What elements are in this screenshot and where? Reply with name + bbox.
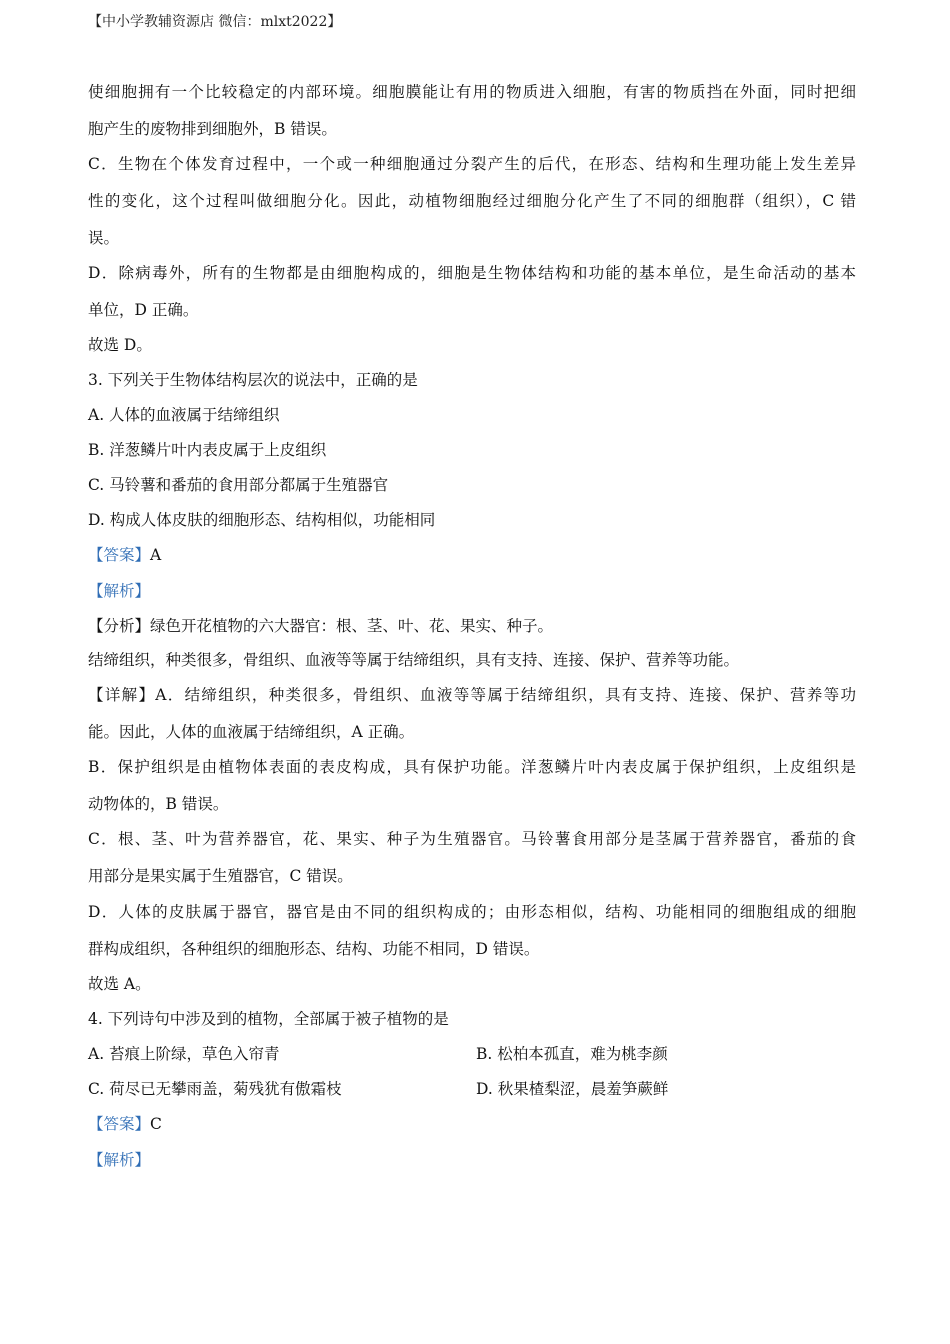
analysis-heading [88,580,150,602]
text-line: 群构成组织，各种组织的细胞形态、结构、功能不相同，D 错误。 [88,940,540,958]
option-3d: D. 构成人体皮肤的细胞形态、结构相似，功能相同 [88,511,436,529]
text-line: 使细胞拥有一个比较稳定的内部环境。细胞膜能让有用的物质进入细胞，有害的物质挡在外面，同时把细 [88,83,856,101]
fenxi-text: 绿色开花植物的六大器官：根、茎、叶、花、果实、种子。 [150,617,554,635]
option-3a: A. 人体的血液属于结缔组织 [88,406,280,424]
text-line: 用部分是果实属于生殖器官，C 错误。 [88,867,353,885]
analysis-tag: 【解析】 [88,1151,151,1169]
analysis-heading [88,1149,150,1171]
text-line: 动物体的，B 错误。 [88,795,229,813]
text-line: D．人体的皮肤属于器官，器官是由不同的组织构成的；由形态相似，结构、功能相同的细胞组成的细胞 [88,903,856,921]
text-line: 误。 [88,229,120,247]
option-4b: B. 松柏本孤直，难为桃李颜 [476,1045,668,1063]
answer-value: C [150,1115,162,1133]
text-line: 单位，D 正确。 [88,301,199,319]
conclusion-line: 故选 A。 [88,975,151,993]
page-header: 【中小学教辅资源店 微信：mlxt2022】 [88,14,342,30]
text-line: 性的变化，这个过程叫做细胞分化。因此，动植物细胞经过细胞分化产生了不同的细胞群（组织），C 错 [88,192,856,210]
text-line: 结缔组织，种类很多，骨组织、血液等等属于结缔组织，具有支持、连接、保护、营养等功能。 [88,651,740,669]
text-line: B．保护组织是由植物体表面的表皮构成，具有保护功能。洋葱鳞片叶内表皮属于保护组织，上皮组织是 [88,758,856,776]
xiangjie-tag: 【详解】 [88,686,156,704]
xiangjie-line [88,684,856,706]
text-line: C．根、茎、叶为营养器官，花、果实、种子为生殖器官。马铃薯食用部分是茎属于营养器官，番茄的食 [88,830,856,848]
question-3: 3. 下列关于生物体结构层次的说法中，正确的是 [88,371,418,389]
text-line: C．生物在个体发育过程中，一个或一种细胞通过分裂产生的后代，在形态、结构和生理功能上发生差异 [88,155,856,173]
conclusion-line: 故选 D。 [88,336,152,354]
answer-value: A [150,546,162,564]
analysis-tag: 【解析】 [88,582,151,600]
option-4c: C. 荷尽已无攀雨盖，菊残犹有傲霜枝 [88,1080,342,1098]
xiangjie-text: A．结缔组织，种类很多，骨组织、血液等等属于结缔组织，具有支持、连接、保护、营养等功 [155,686,856,704]
fenxi-tag: 【分析】 [88,617,151,635]
option-3b: B. 洋葱鳞片叶内表皮属于上皮组织 [88,441,327,459]
text-line: 能。因此，人体的血液属于结缔组织，A 正确。 [88,723,415,741]
answer-4 [88,1113,162,1135]
text-line: 胞产生的废物排到细胞外，B 错误。 [88,120,337,138]
option-4a: A. 苔痕上阶绿，草色入帘青 [88,1045,280,1063]
answer-3 [88,544,161,566]
question-4: 4. 下列诗句中涉及到的植物，全部属于被子植物的是 [88,1010,449,1028]
answer-tag: 【答案】 [88,546,151,564]
answer-tag: 【答案】 [88,1115,151,1133]
option-3c: C. 马铃薯和番茄的食用部分都属于生殖器官 [88,476,389,494]
fenxi-line [88,615,553,637]
text-line: D．除病毒外，所有的生物都是由细胞构成的，细胞是生物体结构和功能的基本单位，是生命活动的基本 [88,264,856,282]
option-4d: D. 秋果楂梨涩，晨羞笋蕨鲜 [476,1080,669,1098]
